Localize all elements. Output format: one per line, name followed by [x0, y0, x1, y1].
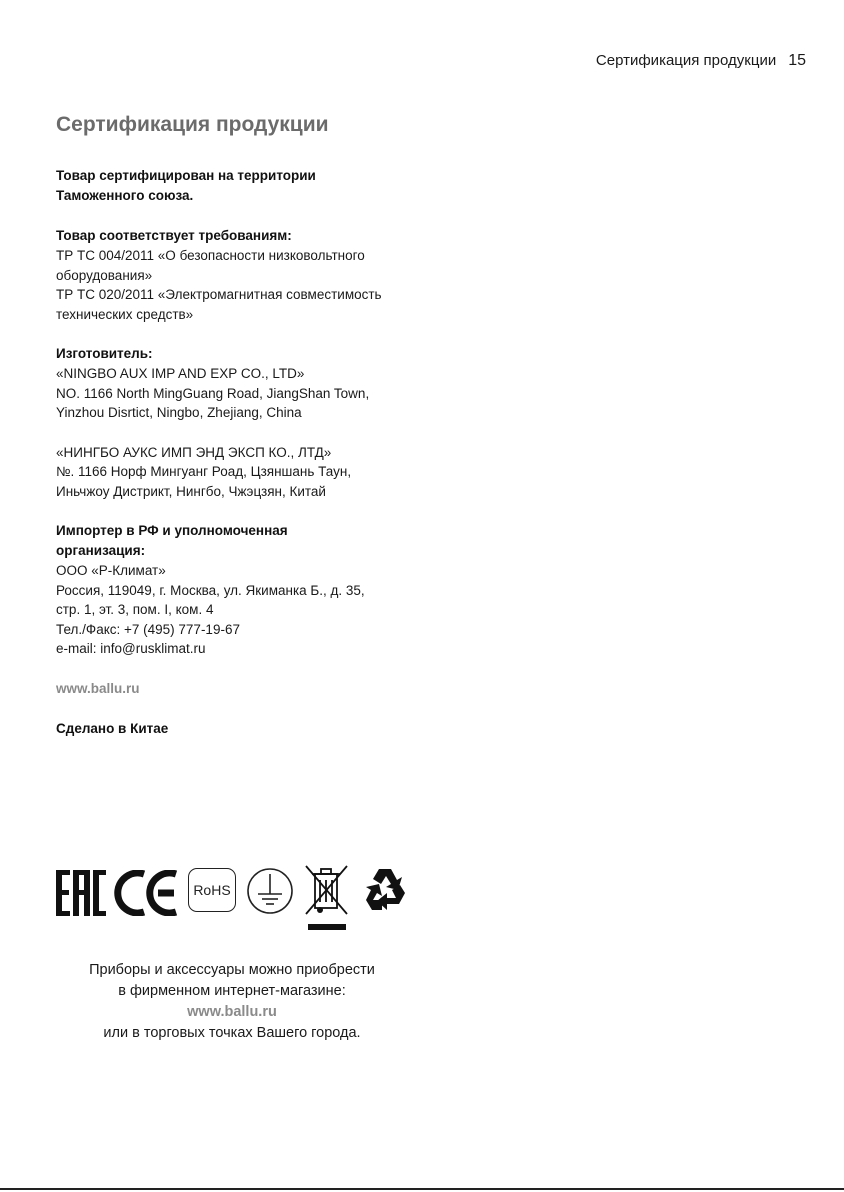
bottom-rule — [0, 1188, 844, 1190]
importer-heading-2: организация: — [56, 543, 146, 558]
certified-line-1: Товар сертифицирован на территории — [56, 168, 316, 183]
website-link[interactable]: www.ballu.ru — [56, 680, 140, 696]
requirement-line: ТР ТС 020/2011 «Электромагнитная совместимость — [56, 287, 382, 302]
recycle-icon — [360, 866, 410, 914]
made-in-block — [56, 719, 410, 739]
footer-line-1: Приборы и аксессуары можно приобрести — [89, 962, 375, 978]
requirement-line: оборудования» — [56, 267, 153, 283]
section-title: Сертификация продукции — [56, 113, 329, 136]
running-header-title: Сертификация продукции — [595, 52, 777, 69]
rohs-label: RoHS — [193, 882, 231, 898]
importer-line: ООО «Р-Климат» — [56, 563, 166, 578]
running-header — [596, 52, 806, 70]
footer-website-link[interactable]: www.ballu.ru — [187, 1004, 277, 1020]
requirement-line: технических средств» — [56, 306, 194, 322]
footer-line-2: в фирменном интернет-магазине: — [118, 983, 346, 999]
manufacturer-ru-line: «НИНГБО АУКС ИМП ЭНД ЭКСП КО., ЛТД» — [56, 444, 332, 460]
importer-line: стр. 1, эт. 3, пом. I, ком. 4 — [56, 602, 214, 617]
weee-bin-icon — [302, 862, 352, 934]
manufacturer-en-line: NO. 1166 North MingGuang Road, JiangShan Town, — [56, 385, 370, 401]
manufacturer-ru-line: №. 1166 Норф Мингуанг Роад, Цзяншань Таун, — [56, 464, 352, 479]
website-block — [56, 679, 410, 699]
made-in-label: Сделано в Китае — [56, 720, 169, 736]
store-footer — [0, 960, 464, 1044]
importer-block — [56, 521, 410, 659]
ce-mark-icon — [114, 870, 180, 916]
importer-line: Россия, 119049, г. Москва, ул. Якиманка Б., д. 35, — [56, 582, 365, 598]
manufacturer-block — [56, 344, 410, 423]
certified-block — [56, 166, 410, 206]
certification-content — [56, 110, 410, 759]
footer-line-3: или в торговых точках Вашего города. — [103, 1025, 361, 1041]
requirements-heading: Товар соответствует требованиям: — [56, 228, 292, 243]
importer-line: Тел./Факс: +7 (495) 777-19-67 — [56, 621, 240, 637]
certified-line-2: Таможенного союза. — [56, 188, 194, 203]
requirements-block — [56, 226, 410, 324]
manufacturer-en-line: Yinzhou Disrtict, Ningbo, Zhejiang, China — [56, 405, 302, 420]
manufacturer-heading: Изготовитель: — [56, 346, 153, 361]
manufacturer-en-line: «NINGBO AUX IMP AND EXP CO., LTD» — [56, 366, 305, 381]
importer-email: e-mail: info@rusklimat.ru — [56, 641, 206, 656]
certification-marks — [54, 862, 414, 932]
manufacturer-ru-block — [56, 443, 410, 502]
rohs-mark-icon — [188, 868, 236, 912]
manufacturer-ru-line: Иньчжоу Дистрикт, Нингбо, Чжэцзян, Китай — [56, 483, 326, 499]
page-number: 15 — [788, 52, 806, 69]
ground-symbol-icon — [246, 866, 294, 916]
eac-mark-icon — [56, 870, 106, 916]
requirement-line: ТР ТС 004/2011 «О безопасности низковольтного — [56, 248, 365, 263]
importer-heading-1: Импортер в РФ и уполномоченная — [56, 523, 288, 538]
